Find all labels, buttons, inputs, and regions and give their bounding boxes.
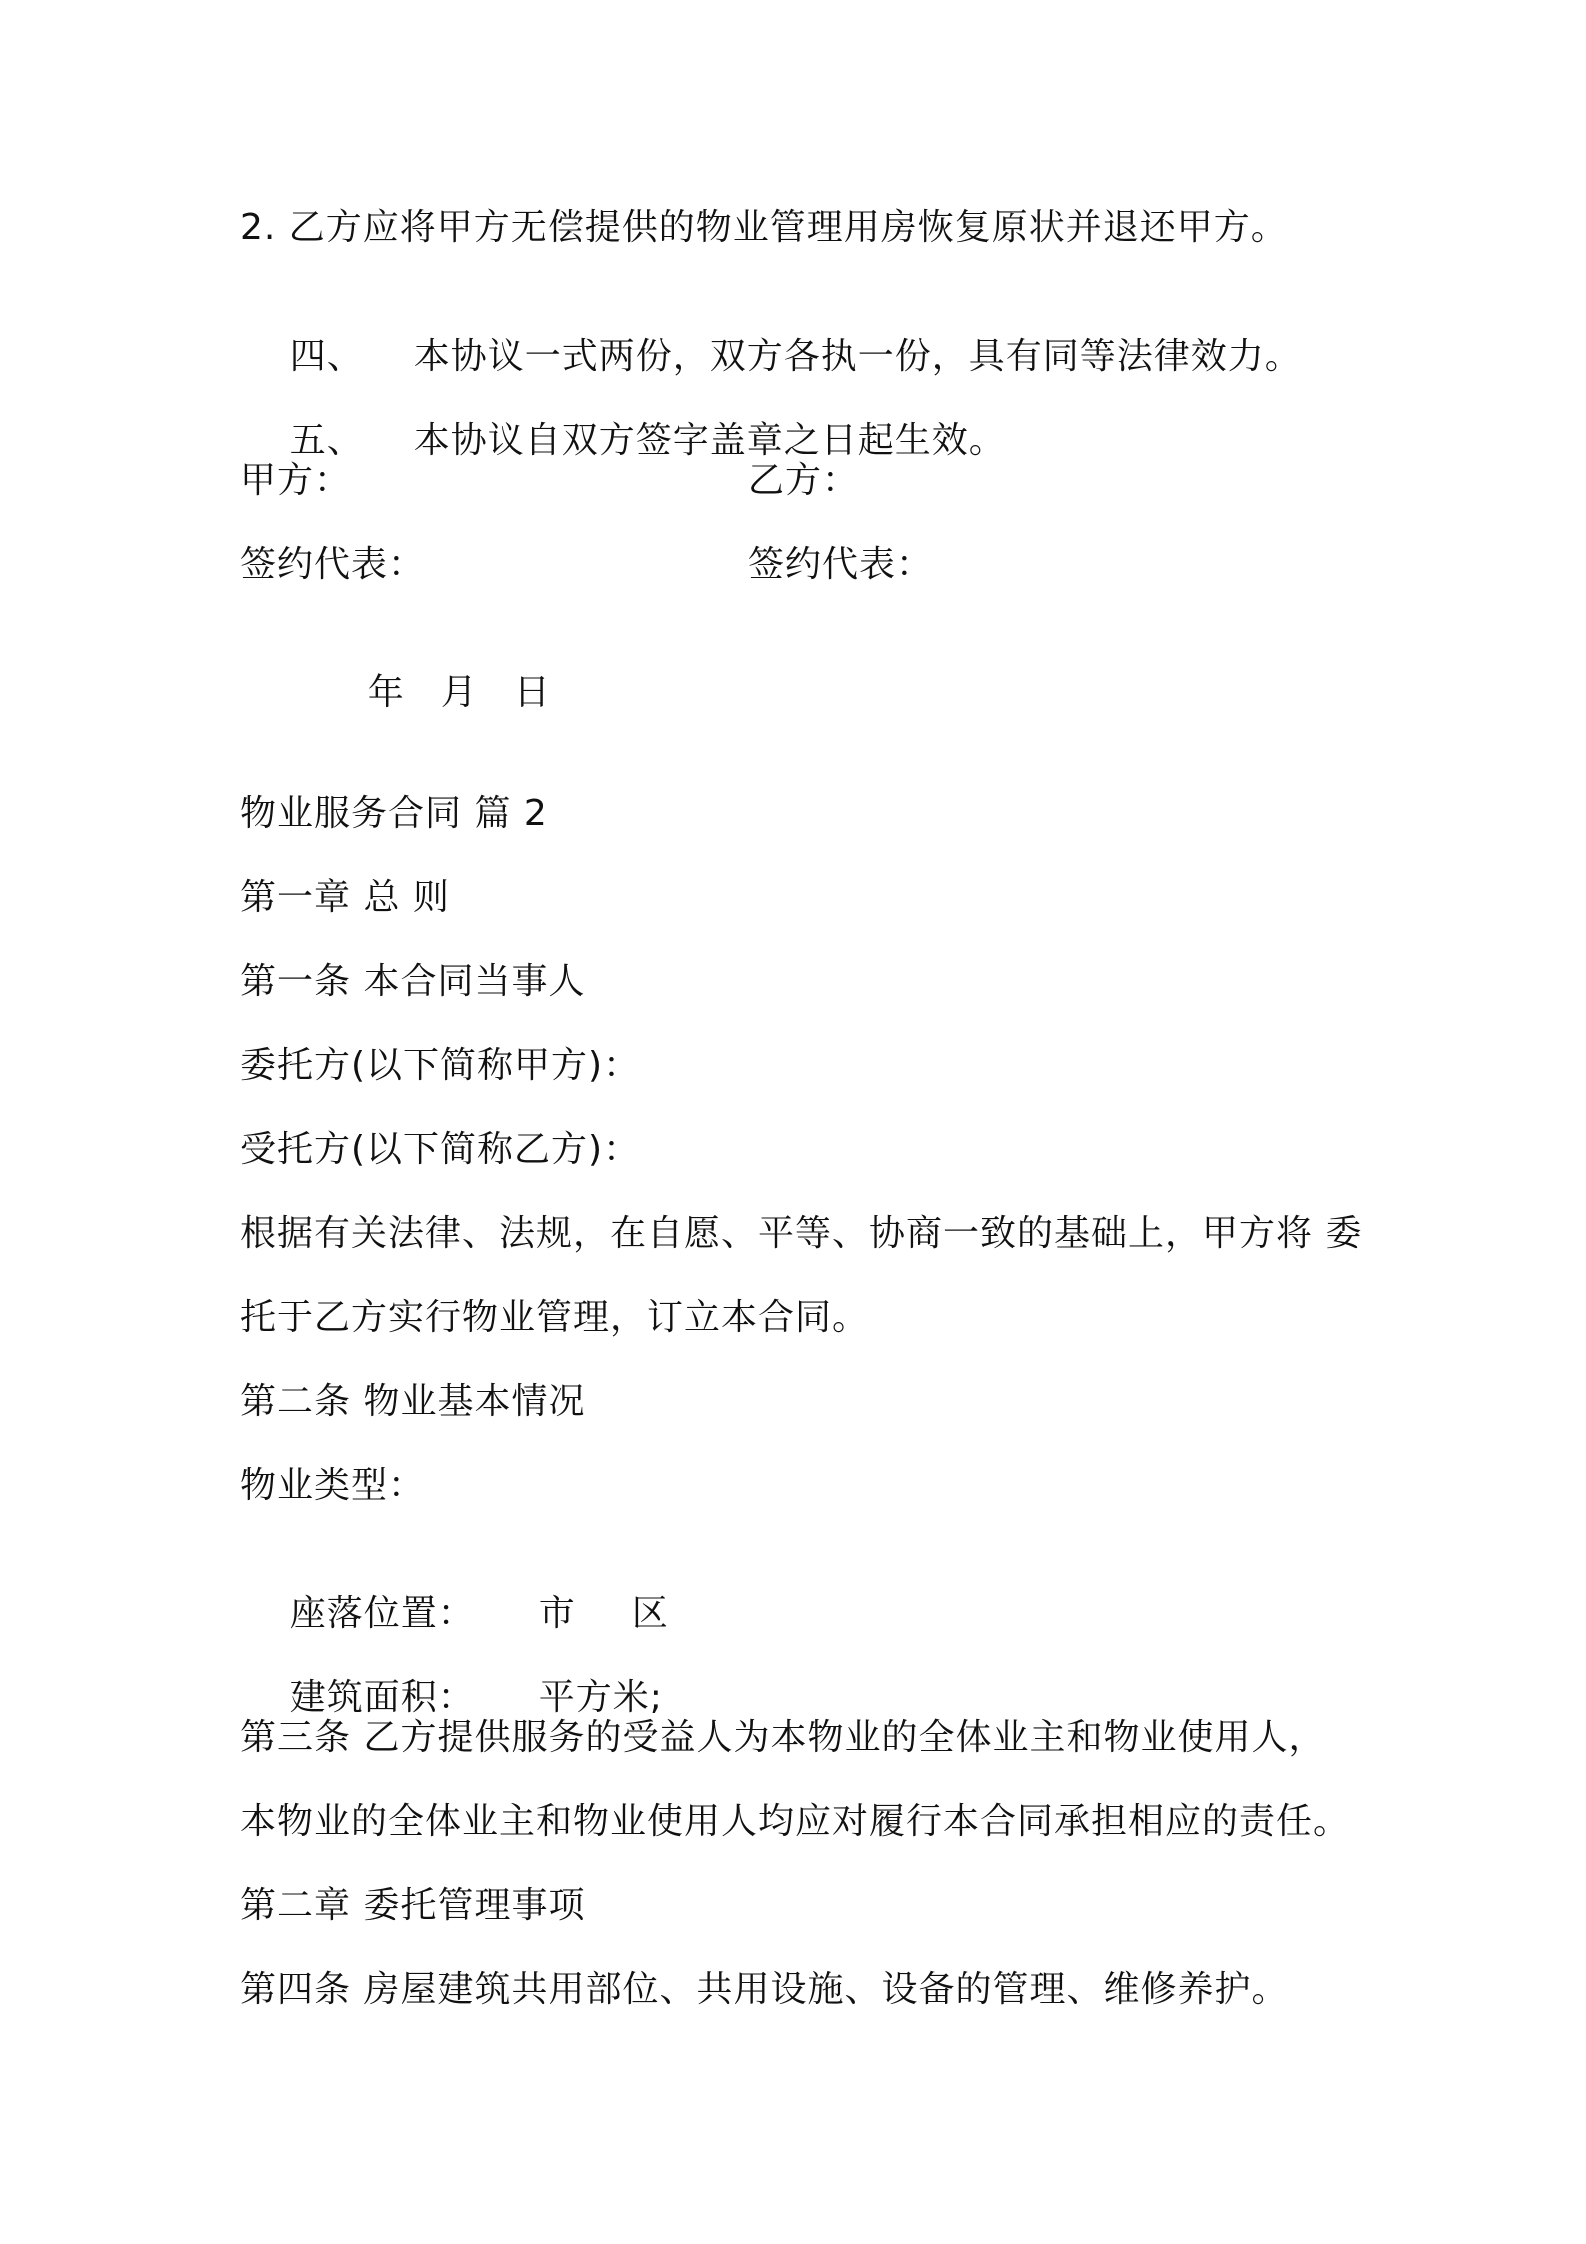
clause-5-text: 本协议自双方签字盖章之日起生效。 <box>413 420 1006 461</box>
area-unit: 平方米; <box>538 1677 663 1718</box>
clause-5-number: 五、 <box>289 420 364 461</box>
article-3-line-1: 第三条 乙方提供服务的受益人为本物业的全体业主和物业使用人， <box>240 1717 1326 1758</box>
location-city: 市 <box>538 1593 576 1634</box>
clause-5 <box>240 375 1006 507</box>
property-type-label: 物业类型： <box>240 1465 426 1506</box>
location-district: 区 <box>631 1593 669 1634</box>
chapter-1-heading: 第一章 总 则 <box>240 877 450 918</box>
article-2-heading: 第二条 物业基本情况 <box>240 1381 586 1422</box>
party-b-representative: 签约代表： <box>748 544 934 585</box>
date-month: 月 <box>440 672 478 713</box>
clause-4-text: 本协议一式两份，双方各执一份，具有同等法律效力。 <box>413 336 1302 377</box>
chapter-2-heading: 第二章 委托管理事项 <box>240 1885 586 1926</box>
item-2: 2. 乙方应将甲方无偿提供的物业管理用房恢复原状并退还甲方。 <box>240 207 1288 248</box>
party-a-label: 甲方： <box>240 460 352 501</box>
contractor-party: 受托方(以下简称乙方)： <box>240 1129 641 1170</box>
location-label: 座落位置： <box>289 1593 475 1634</box>
clause-4-number: 四、 <box>289 336 364 377</box>
date-year: 年 <box>367 672 405 713</box>
paragraph-1-line-2: 托于乙方实行物业管理，订立本合同。 <box>240 1297 870 1338</box>
area-label: 建筑面积： <box>289 1677 475 1718</box>
signature-date <box>318 627 551 759</box>
article-3-line-2: 本物业的全体业主和物业使用人均应对履行本合同承担相应的责任。 <box>240 1801 1351 1842</box>
client-party: 委托方(以下简称甲方)： <box>240 1045 641 1086</box>
party-a-representative: 签约代表： <box>240 544 426 585</box>
paragraph-1-line-1: 根据有关法律、法规，在自愿、平等、协商一致的基础上，甲方将 委 <box>240 1213 1363 1254</box>
contract-title: 物业服务合同 篇 2 <box>240 793 548 834</box>
date-day: 日 <box>513 672 551 713</box>
party-b-label: 乙方： <box>748 460 860 501</box>
article-4-heading: 第四条 房屋建筑共用部位、共用设施、设备的管理、维修养护。 <box>240 1969 1289 2010</box>
article-1-heading: 第一条 本合同当事人 <box>240 961 586 1002</box>
